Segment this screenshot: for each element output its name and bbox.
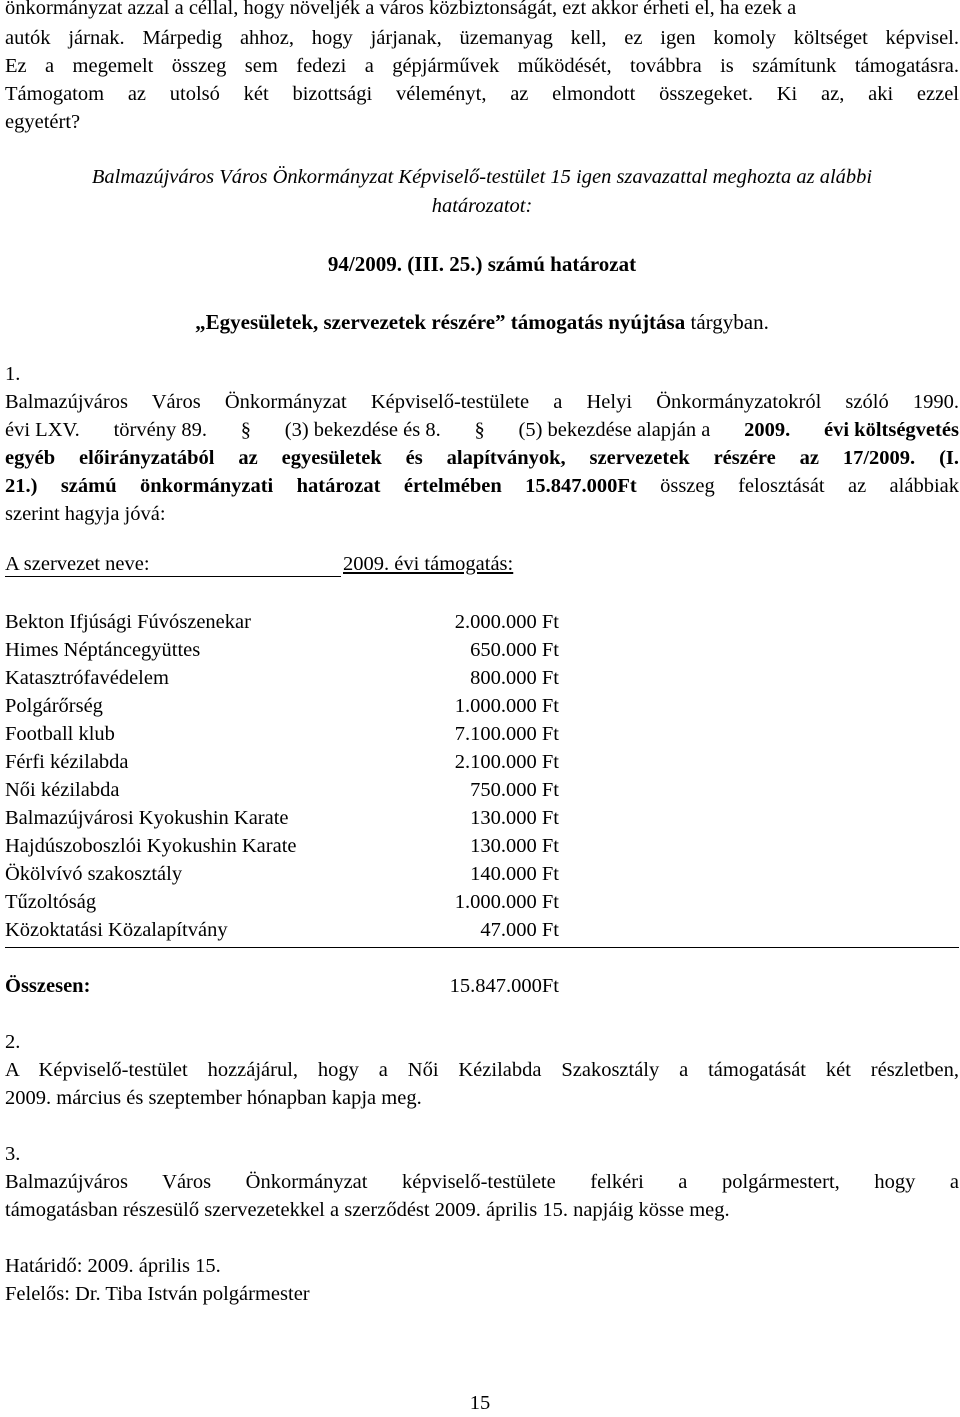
table-row <box>5 748 959 776</box>
s1-part-torveny: törvény 89. <box>113 419 207 441</box>
s1-part-bekezdes-5: (5) bekezdése alapján a <box>518 419 711 441</box>
resolution-subject-rest: tárgyban. <box>685 310 769 334</box>
organization-name: Polgárőrség <box>5 695 103 717</box>
organization-name: Női kézilabda <box>5 779 120 801</box>
support-amount: 1.000.000 Ft <box>454 891 559 913</box>
organization-name: Bekton Ifjúsági Fúvószenekar <box>5 611 251 633</box>
support-amount: 130.000 Ft <box>470 807 559 829</box>
s1-part-evi: évi LXV. <box>5 419 80 441</box>
support-amount: 2.100.000 Ft <box>454 751 559 773</box>
support-amount: 47.000 Ft <box>480 919 559 941</box>
section-3-line-1: Balmazújváros Város Önkormányzat képviselő-testülete felkéri a polgármestert, hogy a <box>5 1171 959 1193</box>
support-amount: 130.000 Ft <box>470 835 559 857</box>
section-1-line-5: szerint hagyja jóvá: <box>5 503 166 525</box>
s1-part-paragraph-sign-2: § <box>474 419 485 441</box>
section-2-line-1: A Képviselő-testület hozzájárul, hogy a Női Kézilabda Szakosztály a támogatását két részletben, <box>5 1059 959 1081</box>
table-row <box>5 832 959 860</box>
support-amount: 2.000.000 Ft <box>454 611 559 633</box>
table-row <box>5 888 959 916</box>
organization-name: Football klub <box>5 723 115 745</box>
s1-part-koltsegvetes: évi költségvetés <box>824 419 959 441</box>
section-3-number: 3. <box>5 1143 21 1165</box>
table-row <box>5 720 959 748</box>
table-row <box>5 776 959 804</box>
intro-text-1: önkormányzat azzal a céllal, hogy növeljék a város közbiztonságát, ezt akkor érheti el, ha ezek a <box>5 0 797 19</box>
header-amount: 2009. évi támogatás: <box>343 553 514 575</box>
responsible-person: Felelős: Dr. Tiba István polgármester <box>5 1283 310 1305</box>
support-amount: 800.000 Ft <box>470 667 559 689</box>
section-3-line-2: támogatásban részesülő szervezetekkel a szerződést 2009. április 15. napjáig kösse meg. <box>5 1199 730 1221</box>
header-name: A szervezet neve: <box>5 552 341 577</box>
table-row <box>5 916 959 944</box>
vote-line-2: határozatot: <box>431 195 533 217</box>
s1-part-bekezdes-3: (3) bekezdése és 8. <box>284 419 441 441</box>
organization-name: Tűzoltóság <box>5 891 97 913</box>
support-amount: 140.000 Ft <box>470 863 559 885</box>
organization-name: Himes Néptáncegyüttes <box>5 639 201 661</box>
page-number: 15 <box>469 1392 491 1414</box>
section-1-line-2 <box>5 416 959 444</box>
organization-name: Közoktatási Közalapítvány <box>5 919 228 941</box>
section-1-line-4 <box>5 472 959 500</box>
table-row <box>5 860 959 888</box>
table-row <box>5 692 959 720</box>
intro-line-4: Támogatom az utolsó két bizottsági véleményt, az elmondott összegeket. Ki az, aki ezzel <box>5 83 959 105</box>
table-row <box>5 804 959 832</box>
table-row <box>5 636 959 664</box>
total-divider <box>5 947 959 948</box>
s1-part-year: 2009. <box>744 419 791 441</box>
support-amount: 650.000 Ft <box>470 639 559 661</box>
intro-line-3: Ez a megemelt összeg sem fedezi a gépjárművek működését, továbbra is számítunk támogatásra. <box>5 55 959 77</box>
organization-name: Hajdúszoboszlói Kyokushin Karate <box>5 835 297 857</box>
vote-line-1: Balmazújváros Város Önkormányzat Képviselő-testület 15 igen szavazattal meghozta az alábbi <box>91 166 873 188</box>
resolution-subject-bold: „Egyesületek, szervezetek részére” támogatás nyújtása <box>195 310 686 334</box>
table-row <box>5 608 959 636</box>
section-1-line-3: egyéb előirányzatából az egyesületek és alapítványok, szervezetek részére az 17/2009. (I. <box>5 447 959 469</box>
intro-line-5: egyetért? <box>5 111 81 133</box>
resolution-number: 94/2009. (III. 25.) számú határozat <box>327 252 637 276</box>
support-amount: 750.000 Ft <box>470 779 559 801</box>
table-header <box>5 552 959 580</box>
deadline: Határidő: 2009. április 15. <box>5 1255 221 1277</box>
section-2-line-2: 2009. március és szeptember hónapban kapja meg. <box>5 1087 422 1109</box>
total-amount: 15.847.000Ft <box>449 975 559 997</box>
total-label: Összesen: <box>5 975 91 997</box>
resolution-subject <box>5 308 959 336</box>
support-amount: 7.100.000 Ft <box>454 723 559 745</box>
section-1-number: 1. <box>5 363 21 385</box>
table-total <box>5 972 959 1000</box>
support-amount: 1.000.000 Ft <box>454 695 559 717</box>
organization-name: Férfi kézilabda <box>5 751 129 773</box>
section-2-number: 2. <box>5 1031 21 1053</box>
organization-name: Ökölvívó szakosztály <box>5 863 183 885</box>
intro-line-1 <box>5 0 959 22</box>
intro-line-2: autók járnak. Márpedig ahhoz, hogy járjanak, üzemanyag kell, ez igen komoly költséget képvisel. <box>5 27 959 49</box>
table-row <box>5 664 959 692</box>
organization-name: Balmazújvárosi Kyokushin Karate <box>5 807 289 829</box>
section-1-line-4-bold: 21.) számú önkormányzati határozat értelmében 15.847.000Ft <box>5 475 637 497</box>
s1-part-paragraph-sign-1: § <box>240 419 251 441</box>
section-1-line-4-rest: összeg felosztását az alábbiak <box>636 475 959 497</box>
section-1-line-1: Balmazújváros Város Önkormányzat Képviselő-testülete a Helyi Önkormányzatokról szóló 1990. <box>5 391 959 413</box>
organization-name: Katasztrófavédelem <box>5 667 169 689</box>
